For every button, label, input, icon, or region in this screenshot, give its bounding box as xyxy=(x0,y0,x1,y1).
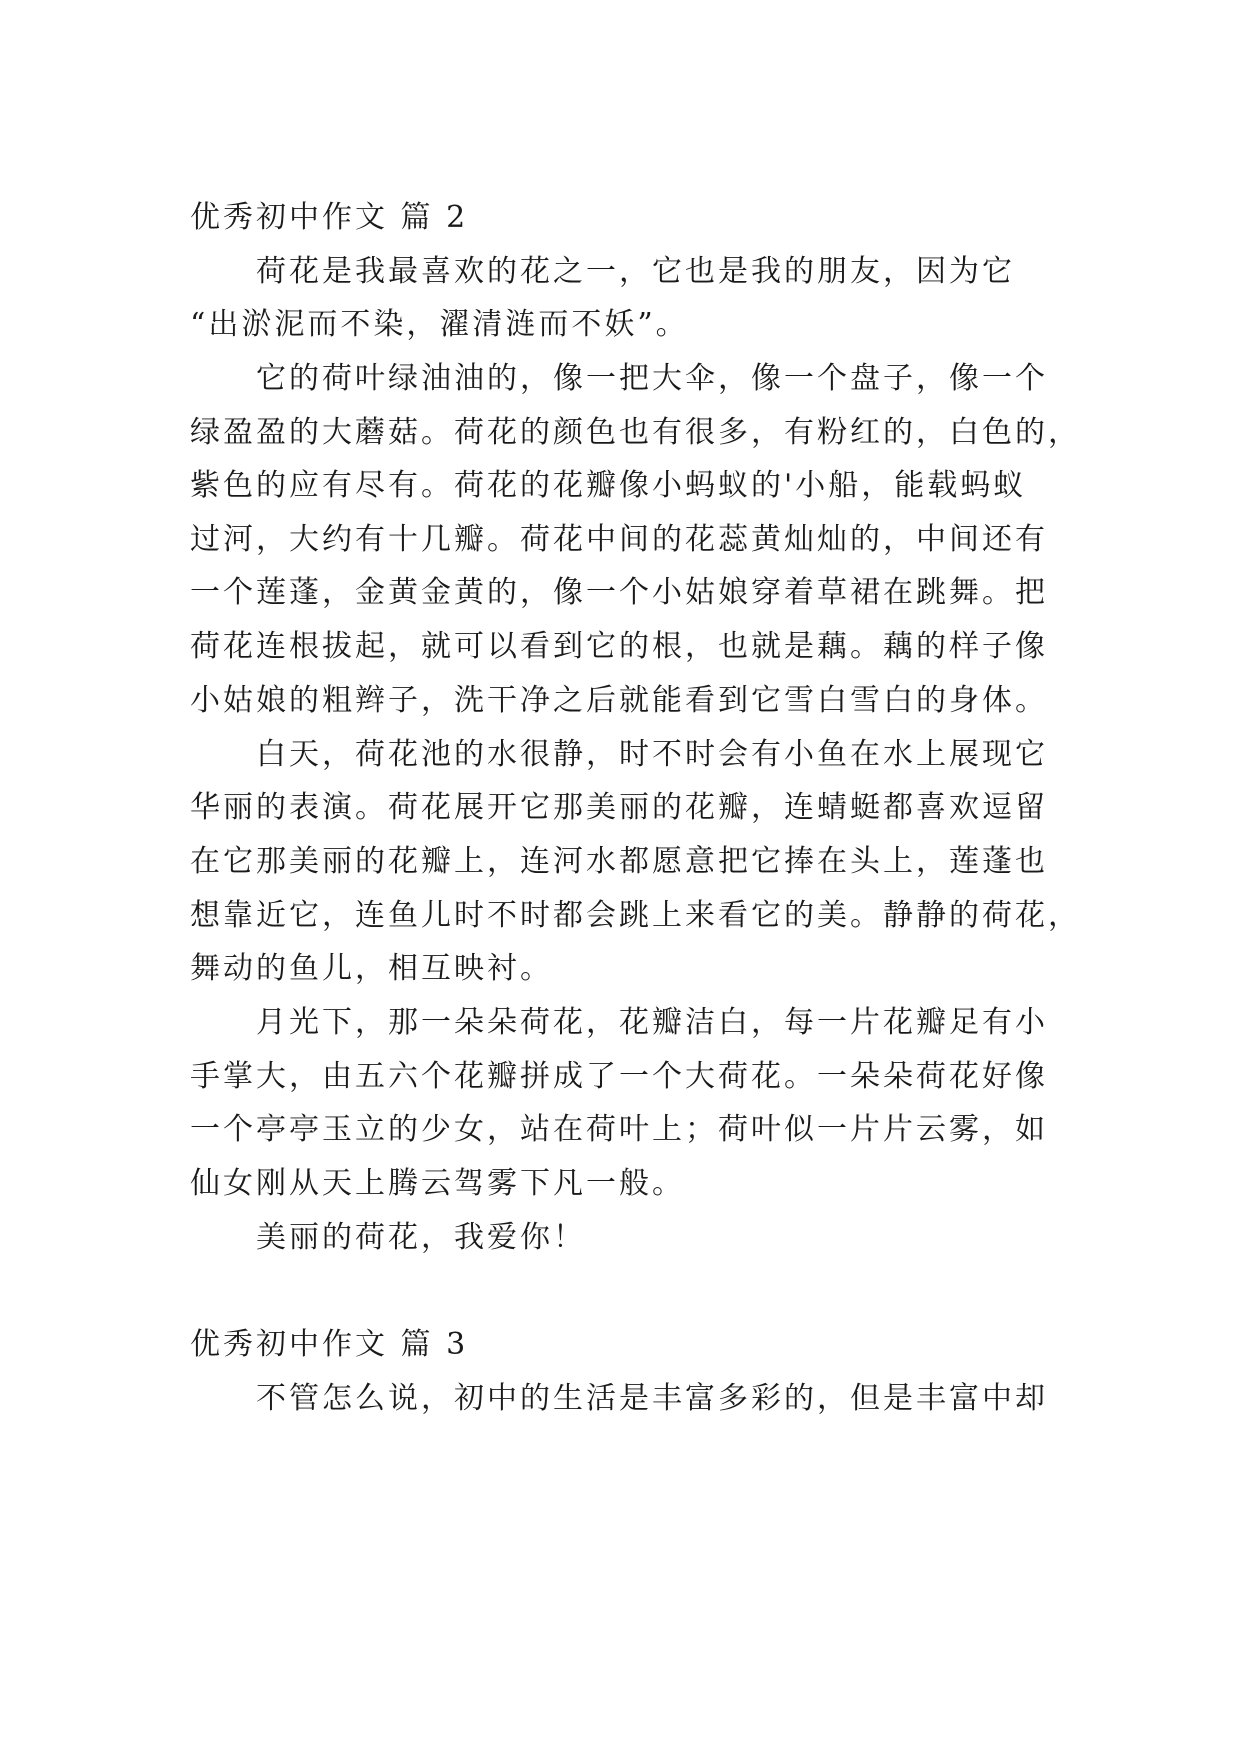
essay-2-p5-line-1: 美丽的荷花，我爱你！ xyxy=(256,1220,586,1255)
essay-2-p3-line-1: 白天，荷花池的水很静，时不时会有小鱼在水上展现它 xyxy=(256,737,1048,772)
essay-2-p4-line-2: 手掌大，由五六个花瓣拼成了一个大荷花。一朵朵荷花好像 xyxy=(190,1059,1048,1094)
essay-3-p1-line-1: 不管怎么说，初中的生活是丰富多彩的，但是丰富中却 xyxy=(256,1381,1048,1416)
essay-3-title: 优秀初中作文 篇 3 xyxy=(190,1327,469,1362)
essay-2-p4-line-1: 月光下，那一朵朵荷花，花瓣洁白，每一片花瓣足有小 xyxy=(256,1005,1048,1040)
essay-2-p2-line-5: 一个莲蓬，金黄金黄的，像一个小姑娘穿着草裙在跳舞。把 xyxy=(190,575,1048,610)
essay-2-p3-line-2: 华丽的表演。荷花展开它那美丽的花瓣，连蜻蜓都喜欢逗留 xyxy=(190,790,1048,825)
essay-2-p3-line-4: 想靠近它，连鱼儿时不时都会跳上来看它的美。静静的荷花， xyxy=(190,898,1081,933)
essay-2-p2-line-7: 小姑娘的粗辫子，洗干净之后就能看到它雪白雪白的身体。 xyxy=(190,683,1048,718)
essay-2-p2-line-3: 紫色的应有尽有。荷花的花瓣像小蚂蚁的'小船，能载蚂蚁 xyxy=(190,468,1027,503)
essay-2-p2-line-6: 荷花连根拔起，就可以看到它的根，也就是藕。藕的样子像 xyxy=(190,629,1048,664)
essay-2-p2-line-2: 绿盈盈的大蘑菇。荷花的颜色也有很多，有粉红的，白色的， xyxy=(190,415,1081,450)
essay-2-p4-line-4: 仙女刚从天上腾云驾雾下凡一般。 xyxy=(190,1166,685,1201)
essay-2-title: 优秀初中作文 篇 2 xyxy=(190,200,469,235)
essay-2-p2-line-4: 过河，大约有十几瓣。荷花中间的花蕊黄灿灿的，中间还有 xyxy=(190,522,1048,557)
essay-2-p4-line-3: 一个亭亭玉立的少女，站在荷叶上；荷叶似一片片云雾，如 xyxy=(190,1112,1048,1147)
essay-2-p1-line-2: “出淤泥而不染，濯清涟而不妖”。 xyxy=(190,307,689,342)
essay-2-p3-line-5: 舞动的鱼儿，相互映衬。 xyxy=(190,951,553,986)
essay-2-p3-line-3: 在它那美丽的花瓣上，连河水都愿意把它捧在头上，莲蓬也 xyxy=(190,844,1048,879)
essay-2-p2-line-1: 它的荷叶绿油油的，像一把大伞，像一个盘子，像一个 xyxy=(256,361,1048,396)
essay-2-p1-line-1: 荷花是我最喜欢的花之一，它也是我的朋友，因为它 xyxy=(256,254,1015,289)
